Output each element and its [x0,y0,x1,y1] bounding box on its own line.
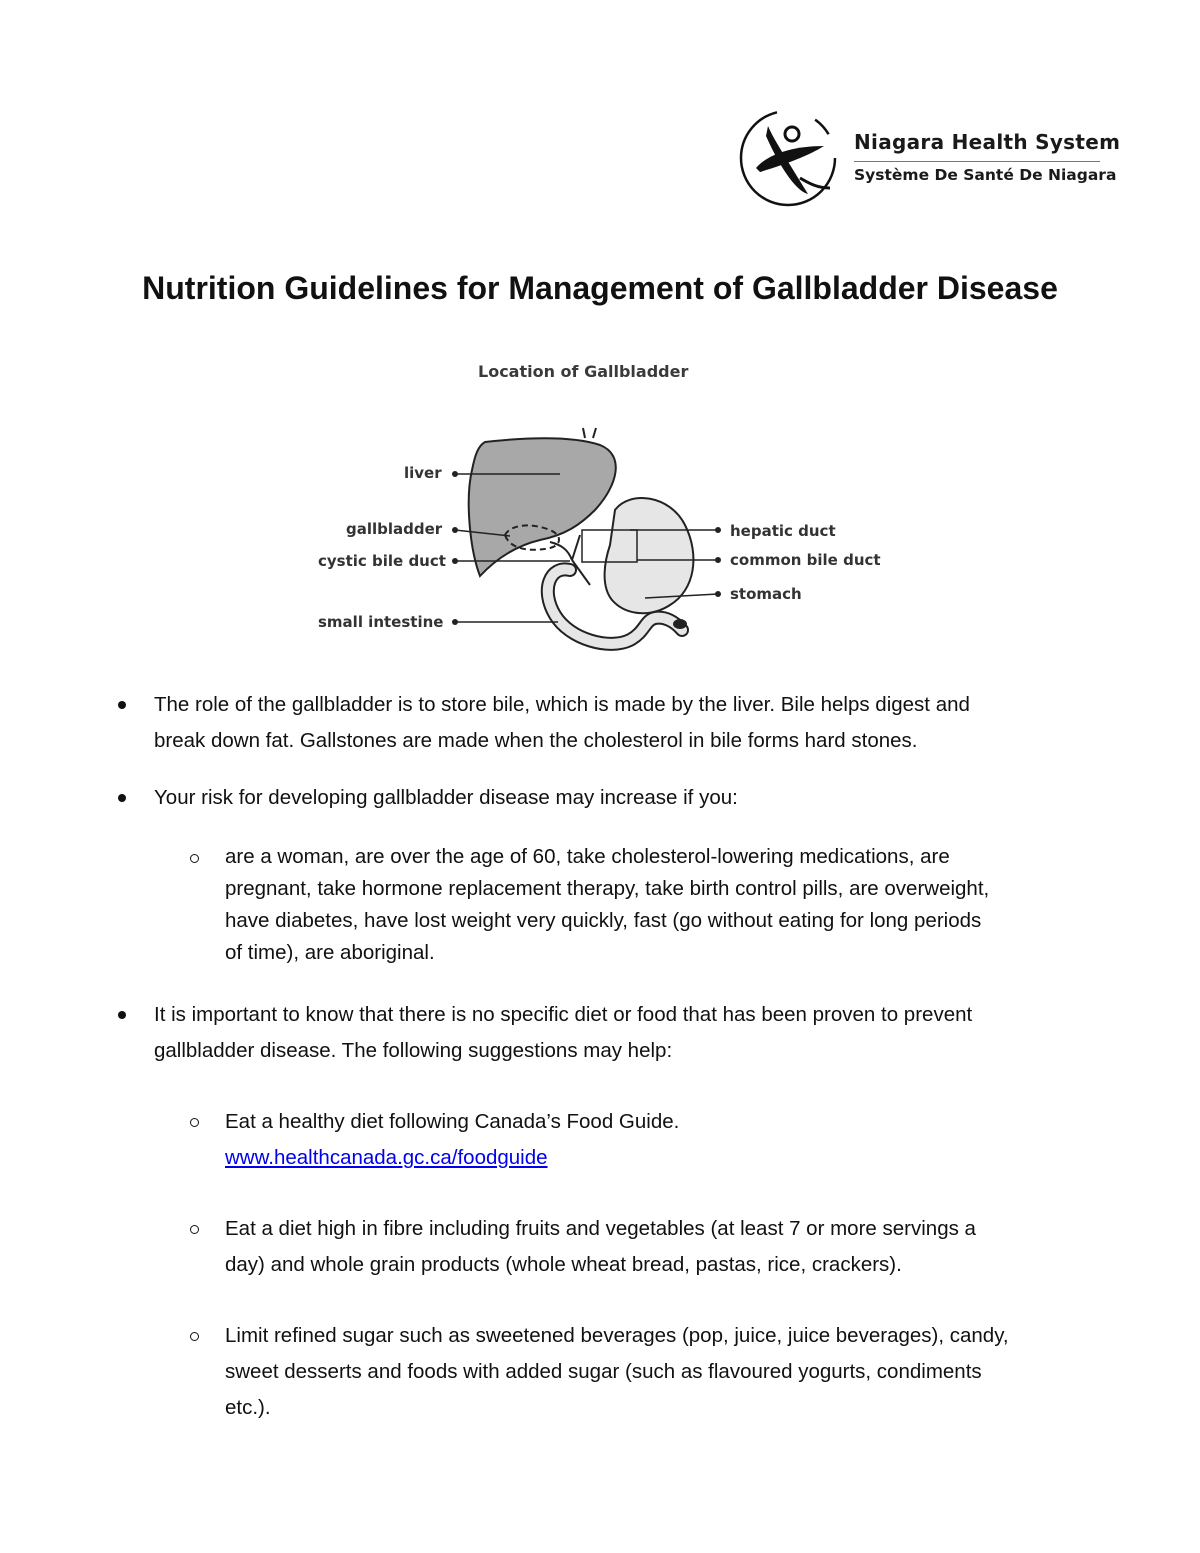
food-guide-link[interactable]: www.healthcanada.gc.ca/foodguide [225,1146,548,1169]
label-small-intestine: small intestine [318,613,444,631]
sub-bullet-fibre-line2: day) and whole grain products (whole wheat bread, pastas, rice, crackers). [225,1253,902,1276]
gallbladder-diagram [300,350,920,670]
sub-bullet-marker [190,854,199,863]
logo-divider [854,161,1100,162]
org-name-en: Niagara Health System [854,130,1121,154]
anatomy-illustration [300,350,920,670]
sub-bullet-risk-factors-line3: have diabetes, have lost weight very quickly, fast (go without eating for long periods [225,909,982,932]
bullet-marker [118,1011,126,1019]
org-logo [738,106,1121,210]
diagram-title: Location of Gallbladder [478,362,689,381]
sub-bullet-fibre-line1: Eat a diet high in fibre including fruits and vegetables (at least 7 or more servings a [225,1217,976,1240]
page-title: Nutrition Guidelines for Management of Gallbladder Disease [142,270,1058,306]
bullet-risk-intro: Your risk for developing gallbladder disease may increase if you: [154,786,738,809]
sub-bullet-food-guide: Eat a healthy diet following Canada’s Food Guide. [225,1110,680,1133]
bullet-marker [118,794,126,802]
bullet-gallbladder-role-line2: break down fat. Gallstones are made when the cholesterol in bile forms hard stones. [154,729,918,752]
sub-bullet-risk-factors-line4: of time), are aboriginal. [225,941,435,964]
sub-bullet-marker [190,1332,199,1341]
liver-vessels [583,428,596,438]
label-liver: liver [404,464,442,482]
sub-bullet-sugar-line1: Limit refined sugar such as sweetened beverages (pop, juice, juice beverages), candy, [225,1324,1009,1347]
bullet-gallbladder-role-line1: The role of the gallbladder is to store bile, which is made by the liver. Bile helps digest and [154,693,970,716]
bullet-marker [118,701,126,709]
label-common-bile-duct: common bile duct [730,551,881,569]
intestine-end [673,619,687,629]
org-name-fr: Système De Santé De Niagara [854,166,1117,184]
liver-shape [469,438,616,576]
label-stomach: stomach [730,585,802,603]
bullet-no-specific-diet-line2: gallbladder disease. The following suggestions may help: [154,1039,673,1062]
label-gallbladder: gallbladder [346,520,443,538]
sub-bullet-risk-factors-line2: pregnant, take hormone replacement therapy, take birth control pills, are overweight, [225,877,990,900]
sub-bullet-marker [190,1118,199,1127]
label-hepatic-duct: hepatic duct [730,522,836,540]
label-cystic-bile-duct: cystic bile duct [318,552,446,570]
niagara-health-logo-icon [738,106,838,210]
sub-bullet-marker [190,1225,199,1234]
sub-bullet-risk-factors-line1: are a woman, are over the age of 60, take cholesterol-lowering medications, are [225,845,950,868]
bullet-no-specific-diet-line1: It is important to know that there is no specific diet or food that has been proven to prevent [154,1003,973,1026]
sub-bullet-sugar-line3: etc.). [225,1396,271,1419]
sub-bullet-sugar-line2: sweet desserts and foods with added sugar (such as flavoured yogurts, condiments [225,1360,982,1383]
